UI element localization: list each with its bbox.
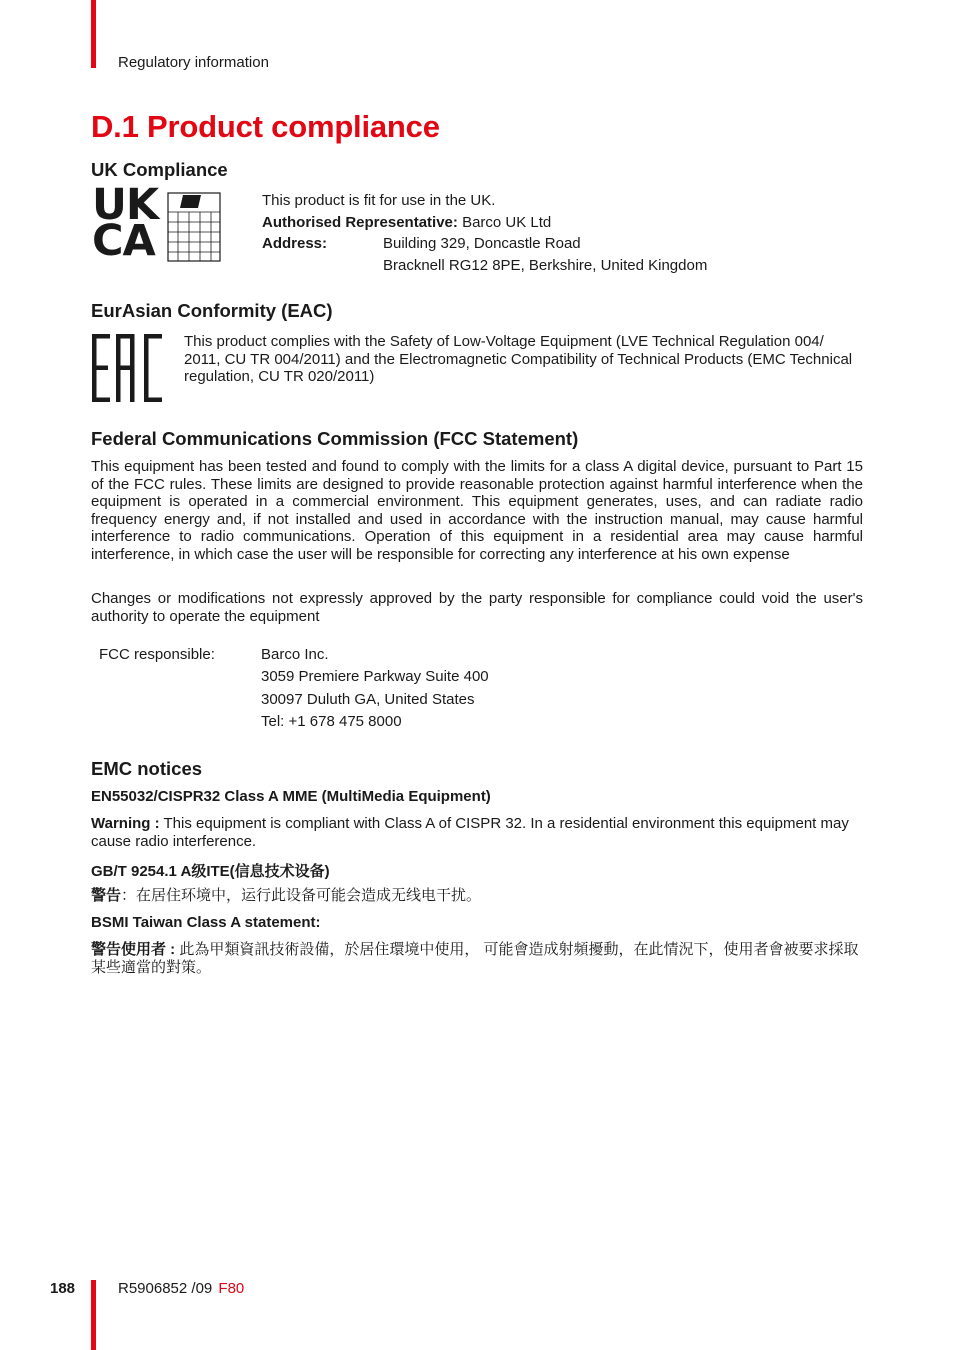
model-name: F80 [218,1280,245,1297]
uk-representative-value: Barco UK Ltd [462,214,552,231]
ukca-logo [92,180,222,266]
fcc-paragraph-2: Changes or modifications not expressly approved by the party responsible for compliance could void the user's authority to operate the equipment [91,590,863,625]
eac-logo-icon [92,334,164,404]
uk-address-line-1: Building 329, Doncastle Road [383,235,581,252]
emc-cn-warning-text: ：在居住环境中，运行此设备可能会造成无线电干扰。 [121,887,482,904]
page-title: D.1 Product compliance [91,109,440,144]
uk-address-label: Address: [262,235,328,252]
emc-warning-label: Warning : [91,815,160,832]
uk-address-line-2: Bracknell RG12 8PE, Berkshire, United Kingdom [383,257,708,274]
header-red-bar [91,0,96,68]
uk-fit-text: This product is fit for use in the UK. [262,192,496,209]
ukca-logo-text-bottom: CA [92,216,155,266]
fcc-responsible-line-3: 30097 Duluth GA, United States [261,691,475,708]
uk-representative-label: Authorised Representative: [262,214,458,231]
emc-tw-warning-label: 警告使用者 : [91,941,176,958]
eac-logo [92,334,164,404]
footer-red-bar [91,1280,96,1350]
fcc-heading: Federal Communications Commission (FCC Statement) [91,428,579,449]
fcc-paragraph-1: This equipment has been tested and found to comply with the limits for a class A digital device, pursuant to Part 15 of the FCC rules. These limits are designed to provide reasonable protection against harmful interference when the equipment is operated in a commercial environment. This equipment generates, uses, and can radiate radio frequency energy and, if not installed and used in accordance with the instruction manual, may cause harmful interference to radio communications. Operation of this equipment in a residential area may cause harmful interference, in which case the user will be responsible for correcting any interference at his own expense [91,458,863,563]
emc-cn-warning [91,887,863,905]
emc-cn-warning-label: 警告 [91,887,122,904]
ukca-label-grid-icon [167,192,222,264]
emc-subheading-cispr: EN55032/CISPR32 Class A MME (MultiMedia Equipment) [91,788,491,805]
uk-representative [262,214,551,232]
fcc-responsible-label: FCC responsible: [99,646,215,663]
emc-tw-warning-text: 此為甲類資訊技術設備，於居住環境中使用， 可能會造成射頻擾動，在此情況下，使用者會被要求採取某些適當的對策。 [91,941,859,976]
eac-heading: EurAsian Conformity (EAC) [91,300,333,321]
page-number: 188 [50,1280,76,1297]
emc-subheading-gbt: GB/T 9254.1 A级ITE(信息技术设备) [91,863,330,880]
fcc-responsible-line-4: Tel: +1 678 475 8000 [261,713,402,730]
footer-doc-info [118,1280,244,1297]
fcc-responsible-line-2: 3059 Premiere Parkway Suite 400 [261,668,489,685]
uk-compliance-heading: UK Compliance [91,159,228,180]
eac-text: This product complies with the Safety of Low-Voltage Equipment (LVE Technical Regulation 004/ 2011, CU TR 004/2011) and the Electromagnetic Compatibility of Technical Products (EMC Technical regulation, CU TR 020/2011) [184,333,853,385]
ukca-logo-text-top: UK [92,180,159,230]
emc-warning [91,815,866,850]
fcc-responsible-line-1: Barco Inc. [261,646,329,663]
emc-tw-warning [91,941,863,976]
emc-warning-text: This equipment is compliant with Class A of CISPR 32. In a residential environment this equipment may cause radio interference. [91,815,849,850]
emc-heading: EMC notices [91,758,203,779]
doc-id: R5906852 /09 [118,1280,213,1297]
emc-subheading-bsmi: BSMI Taiwan Class A statement: [91,914,321,931]
section-label: Regulatory information [118,54,269,71]
